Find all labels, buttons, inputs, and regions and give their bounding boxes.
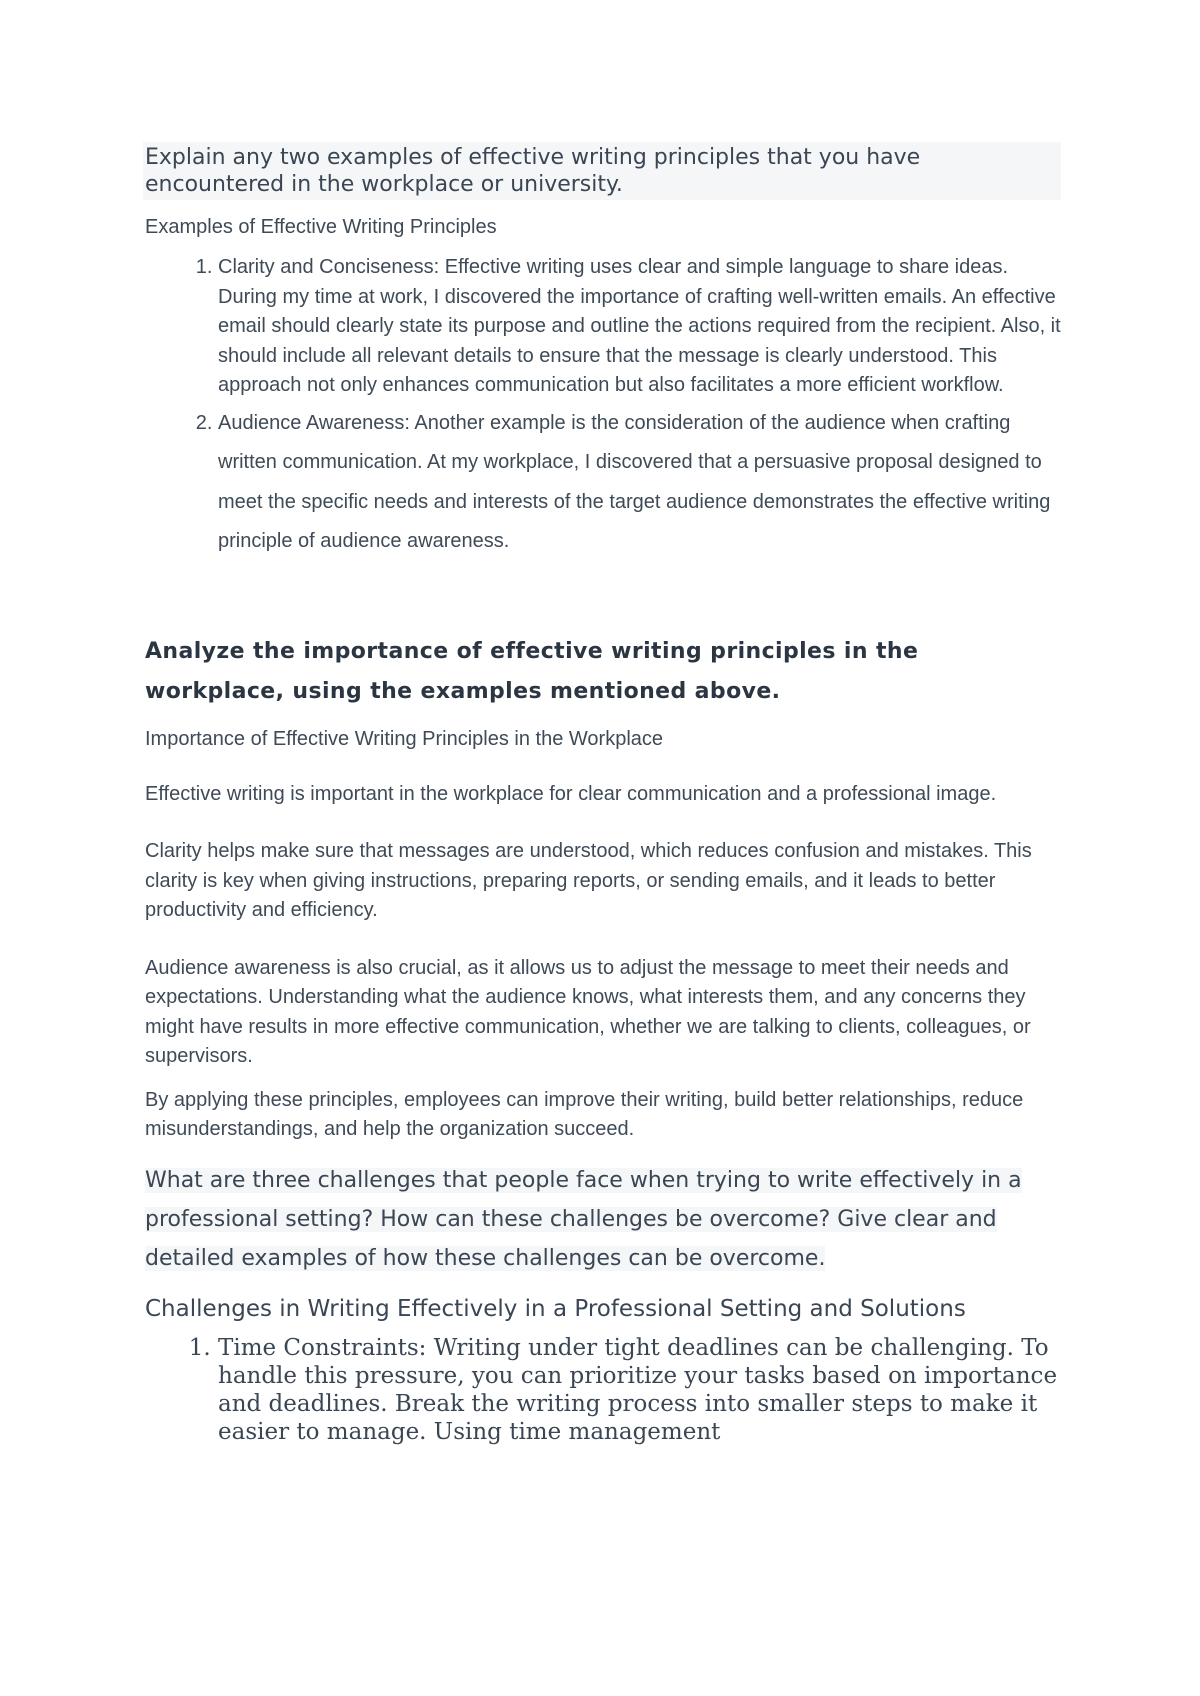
importance-paragraph: Effective writing is important in the workplace for clear communication and a professional image. xyxy=(145,782,997,805)
question-1 xyxy=(145,142,1065,200)
importance-paragraph: Clarity helps make sure that messages are understood, which reduces confusion and mistakes. This clarity is key when giving instructions, preparing reports, or sending emails, and it leads to better productivity and efficiency. xyxy=(145,840,1032,921)
document-page xyxy=(145,142,1065,1446)
examples-list xyxy=(145,253,1065,562)
question-2-heading: Analyze the importance of effective writing principles in the workplace, using the examples mentioned above. xyxy=(145,638,919,704)
challenges-list xyxy=(145,1334,1065,1446)
challenges-heading: Challenges in Writing Effectively in a Professional Setting and Solutions xyxy=(145,1295,966,1322)
list-item: 1. Time Constraints: Writing under tight deadlines can be challenging. To handle this pressure, you can prioritize your tasks based on importance and deadlines. Break the writing process into smaller steps to make it easier to manage. Using time management xyxy=(218,1334,1065,1446)
importance-heading: Importance of Effective Writing Principles in the Workplace xyxy=(145,727,664,750)
importance-paragraph: By applying these principles, employees can improve their writing, build better relationships, reduce misunderstandings, and help the organization succeed. xyxy=(145,1088,1024,1140)
question-3 xyxy=(145,1161,1065,1278)
question-3-text: What are three challenges that people face when trying to write effectively in a professional setting? How can these challenges be overcome? Give clear and detailed examples of how these challenges can be overcome. xyxy=(145,1167,1022,1271)
examples-heading: Examples of Effective Writing Principles xyxy=(145,216,497,238)
list-item: 1. Clarity and Conciseness: Effective writing uses clear and simple language to share ideas. During my time at work, I discovered the importance of crafting well-written emails. An effective email should clearly state its purpose and outline the actions required from the recipient. Also, it should include all relevant details to ensure that the message is clearly understood. This approach not only enhances communication but also facilitates a more efficient workflow. xyxy=(218,253,1065,401)
importance-paragraph: Audience awareness is also crucial, as it allows us to adjust the message to meet their needs and expectations. Understanding what the audience knows, what interests them, and any concerns they might have results in more effective communication, whether we are talking to clients, colleagues, or supervisors. xyxy=(145,956,1031,1067)
question-1-text: Explain any two examples of effective writing principles that you have encountered in the workplace or university. xyxy=(143,142,1061,200)
list-item: 2. Audience Awareness: Another example is the consideration of the audience when crafting written communication. At my workplace, I discovered that a persuasive proposal designed to meet the specific needs and interests of the target audience demonstrates the effective writing principle of audience awareness. xyxy=(218,404,1065,562)
